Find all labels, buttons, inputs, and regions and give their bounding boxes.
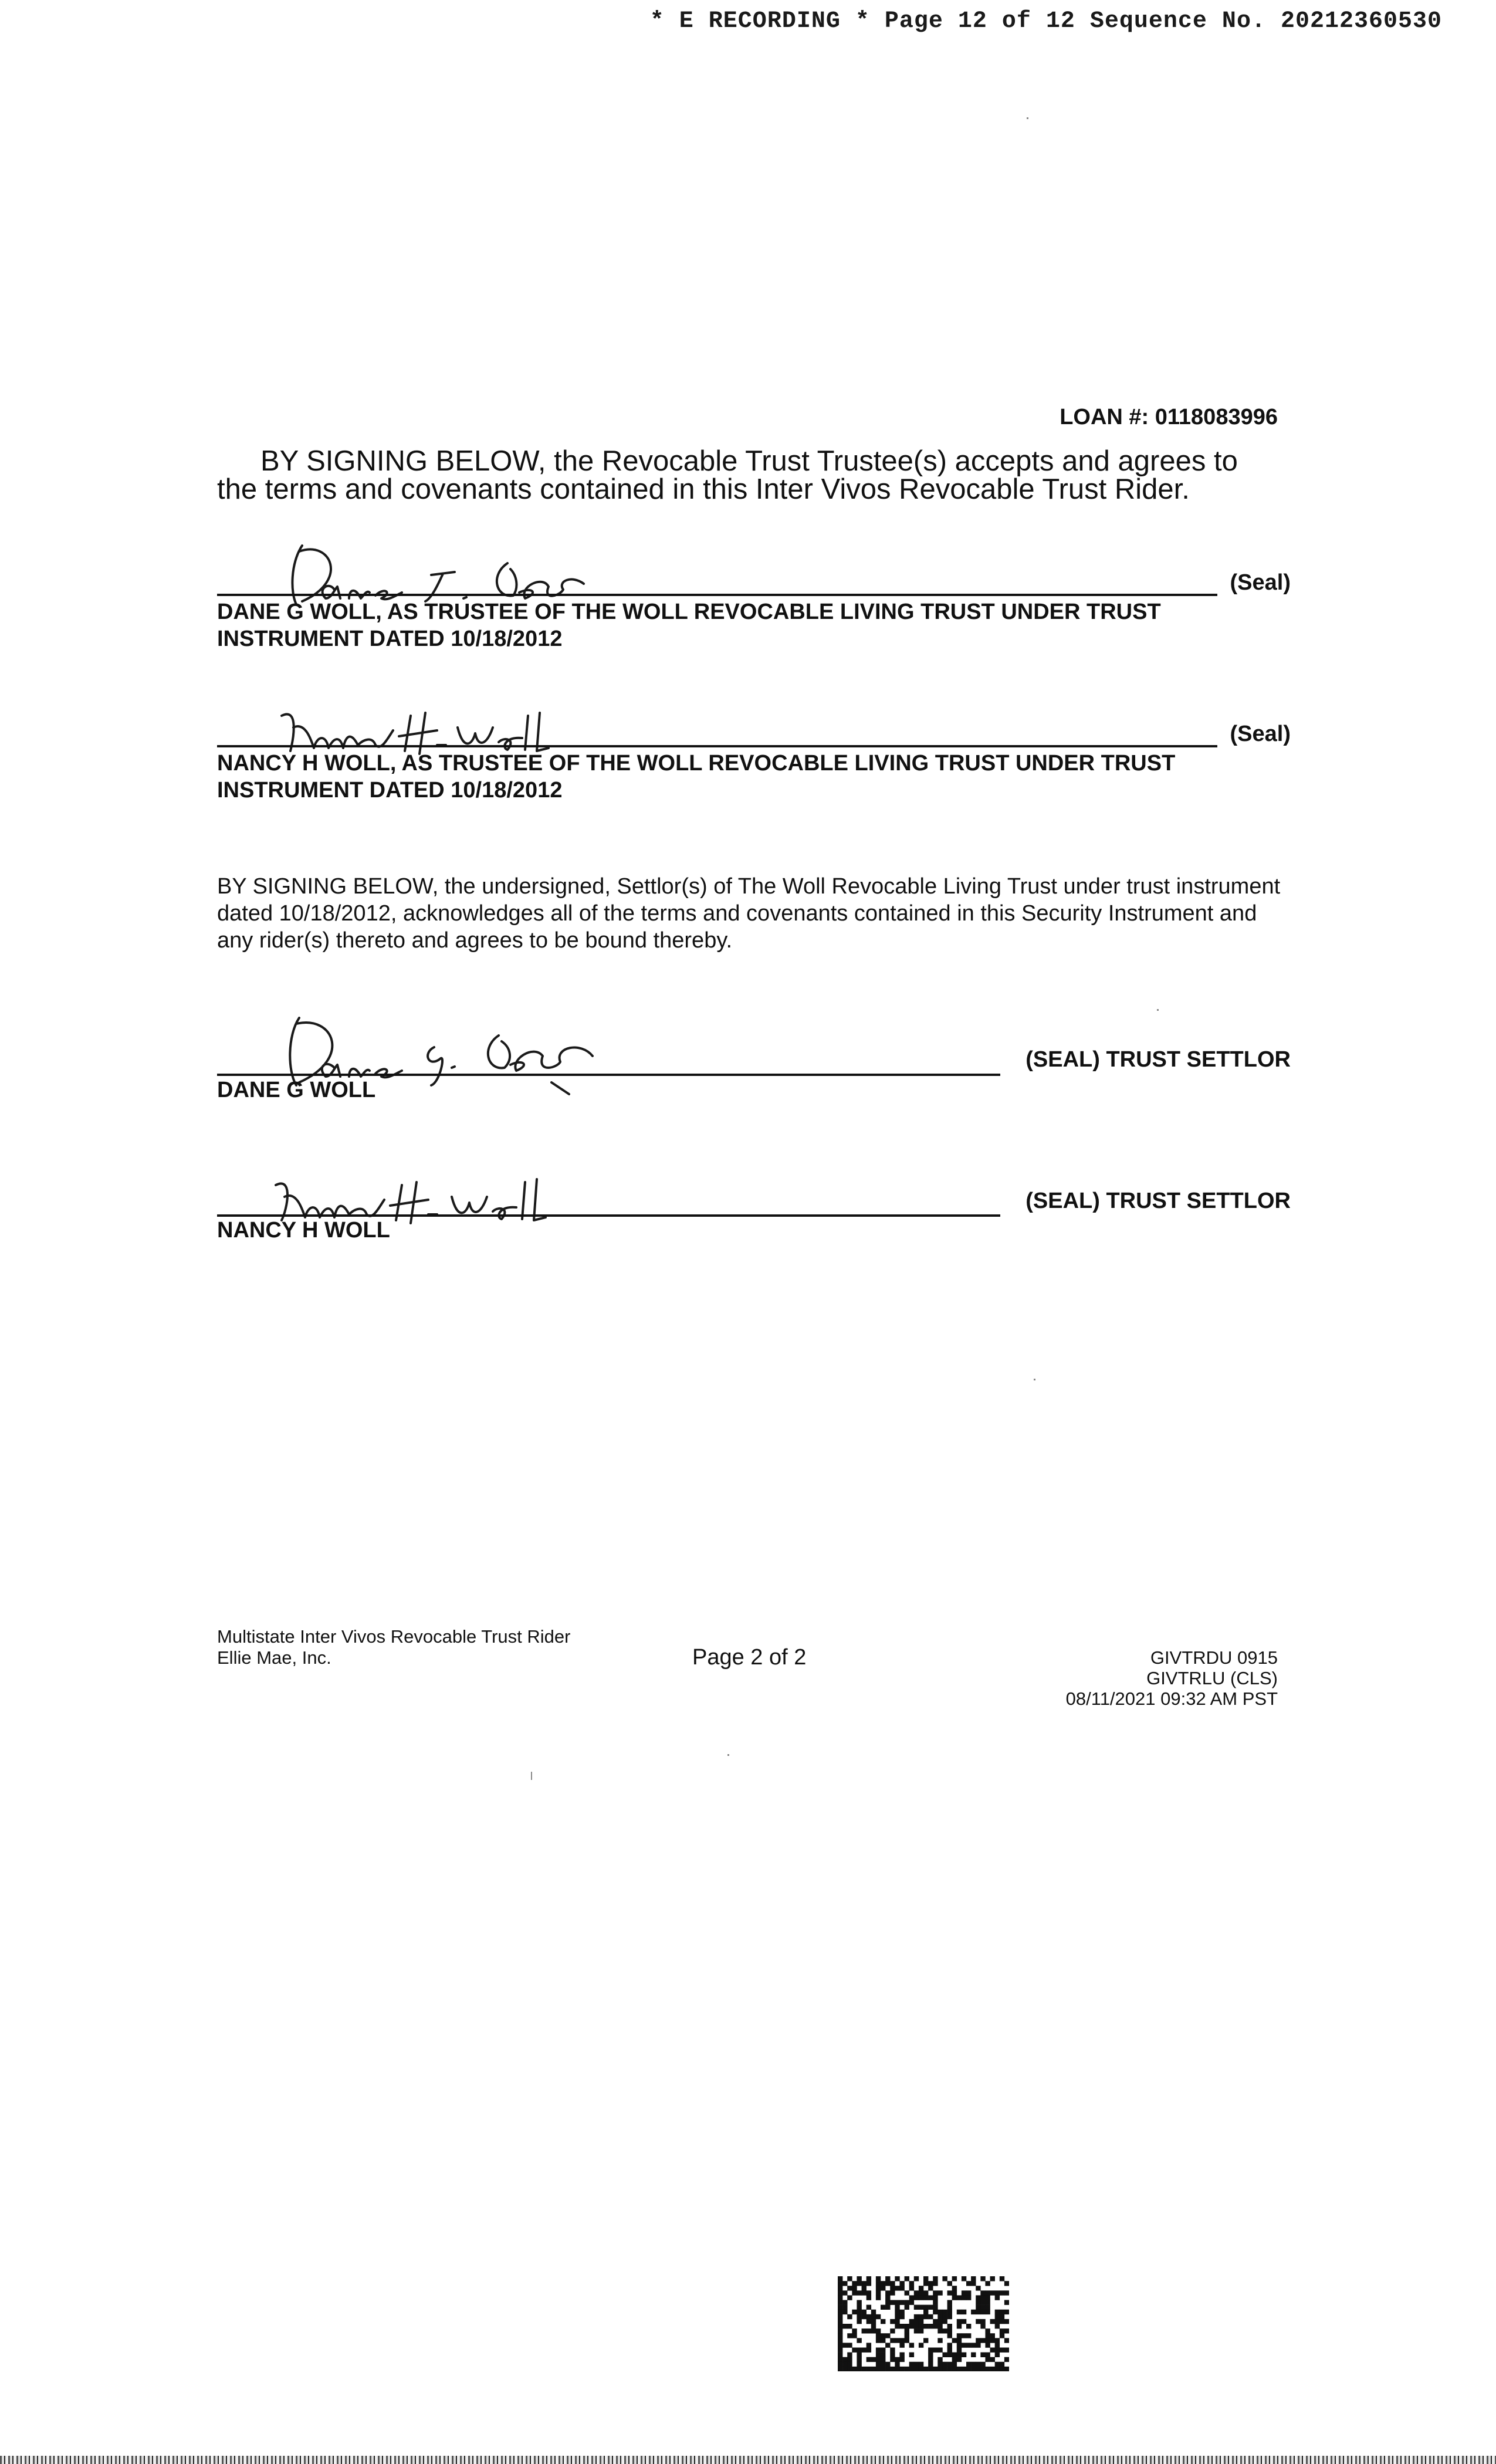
scan-speck xyxy=(1157,1009,1159,1011)
footer-timestamp: 08/11/2021 09:32 AM PST xyxy=(1065,1688,1278,1709)
seal-label: (Seal) xyxy=(1230,570,1291,595)
page-number: Page 2 of 2 xyxy=(692,1645,807,1670)
loan-number: LOAN #: 0118083996 xyxy=(1060,405,1278,429)
trustee-intro-paragraph: BY SIGNING BELOW, the Revocable Trust Trustee(s) accepts and agrees to the terms and covenants contained in this Inter Vivos Revocable Trust Rider. xyxy=(217,445,1238,505)
settlor-name: DANE G WOLL xyxy=(217,1078,376,1102)
settlor-signature-block-dane xyxy=(217,1000,1291,1118)
footer-right xyxy=(1066,1647,1278,1709)
scan-speck xyxy=(531,1772,532,1780)
form-title: Multistate Inter Vivos Revocable Trust Rider xyxy=(217,1626,571,1647)
trustee-name-line2: INSTRUMENT DATED 10/18/2012 xyxy=(217,627,563,651)
form-code-1: GIVTRDU 0915 xyxy=(1150,1647,1278,1668)
signature-line xyxy=(217,745,1217,747)
form-code-2: GIVTRLU (CLS) xyxy=(1146,1668,1278,1688)
signature-line xyxy=(217,1074,1000,1076)
trustee-name-line2: INSTRUMENT DATED 10/18/2012 xyxy=(217,778,563,803)
trustee-name-line1: DANE G WOLL, AS TRUSTEE OF THE WOLL REVOCABLE LIVING TRUST UNDER TRUST xyxy=(217,600,1161,624)
scan-speck xyxy=(1027,117,1028,119)
settlor-acknowledgement-paragraph: BY SIGNING BELOW, the undersigned, Settlor(s) of The Woll Revocable Living Trust under trust instrument dated 10/18/2012, acknowledges all of the terms and covenants contained in this Security Instrument and any rider(s) thereto and agrees to be bound thereby. xyxy=(217,874,1281,953)
trustee-name-line1: NANCY H WOLL, AS TRUSTEE OF THE WOLL REVOCABLE LIVING TRUST UNDER TRUST xyxy=(217,751,1176,776)
footer-left xyxy=(217,1626,570,1668)
company-name: Ellie Mae, Inc. xyxy=(217,1647,331,1668)
seal-label: (Seal) xyxy=(1230,722,1291,746)
settlor-seal-label: (SEAL) TRUST SETTLOR xyxy=(1025,1189,1291,1213)
signature-line xyxy=(217,594,1217,596)
settlor-seal-label: (SEAL) TRUST SETTLOR xyxy=(1025,1047,1291,1072)
recording-banner: * E RECORDING * Page 12 of 12 Sequence No. 20212360530 xyxy=(649,8,1442,35)
scan-speck xyxy=(1034,1379,1035,1380)
scan-bottom-edge xyxy=(0,2456,1496,2464)
settlor-signature-block-nancy xyxy=(217,1167,1291,1255)
trustee-signature-block-dane xyxy=(217,528,1291,657)
settlor-name: NANCY H WOLL xyxy=(217,1218,390,1243)
scan-speck xyxy=(727,1754,729,1756)
trustee-signature-block-nancy xyxy=(217,698,1291,827)
datamatrix-barcode-icon xyxy=(838,2276,1009,2371)
signature-nancy-trustee xyxy=(270,704,598,757)
